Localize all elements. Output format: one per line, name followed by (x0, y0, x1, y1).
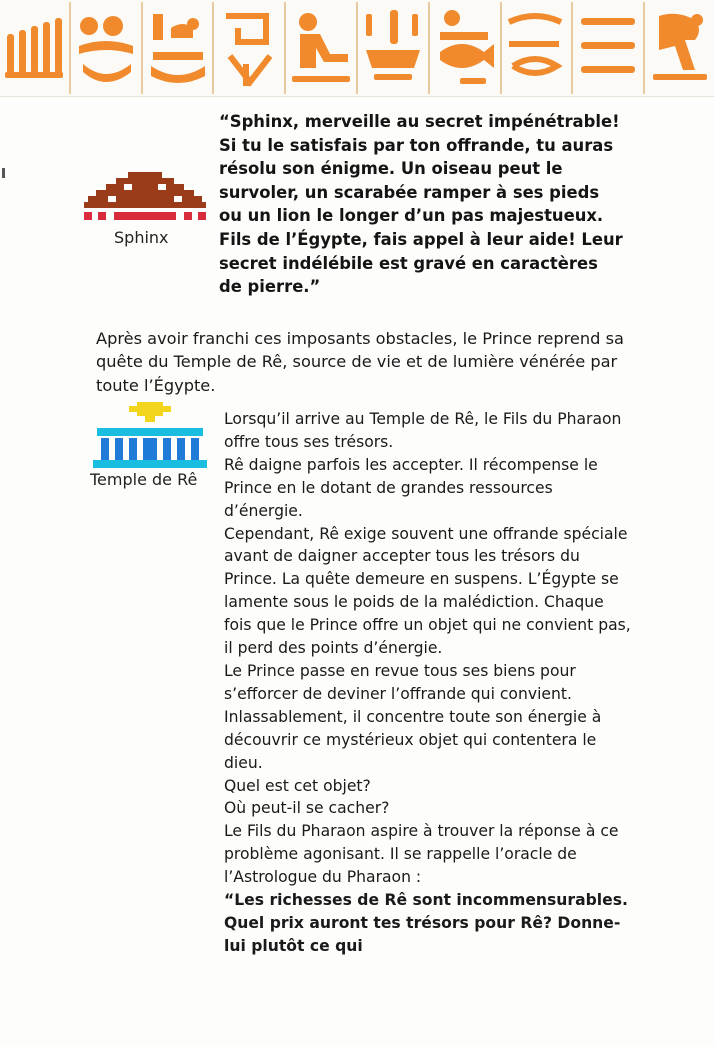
body-paragraph: Cependant, Rê exige souvent une offrande spéciale avant de daigner accepter tous les trésors du Prince. La quête demeure en suspens. L’Égypte se lamente sous le poids de la malédiction. Chaque fois que le Prince offre un objet qui ne convient pas, il perd des points d’énergie. (224, 524, 631, 658)
snake-glyph-icon (503, 4, 569, 92)
seated-figure-glyph-icon (288, 4, 354, 92)
shrine-glyph-icon (216, 4, 282, 92)
body-paragraph: Le Prince passe en revue tous ses biens pour s’efforcer de deviner l’offrande qui convient. Inlassablement, il concentre toute son énergie à découvrir ce mystérieux objet qui contentera le dieu. (224, 661, 602, 772)
sun-glyph-icon (360, 4, 426, 92)
body-paragraph: Le Fils du Pharaon aspire à trouver la réponse à ce problème agonisant. Il se rappelle l’oracle de l’Astrologue du Pharaon : (224, 822, 619, 887)
fish-glyph-icon (432, 4, 498, 92)
lines-glyph-icon (575, 4, 641, 92)
temple-body-text (224, 408, 632, 958)
sphinx-caption: Sphinx (114, 228, 169, 247)
temple-caption: Temple de Rê (90, 470, 198, 489)
body-paragraph: Où peut-il se cacher? (224, 799, 390, 818)
intro-paragraph: Après avoir franchi ces imposants obstacles, le Prince reprend sa quête du Temple de Rê, source de vie et de lumière vénérée par toute l’Égypte. (96, 329, 624, 395)
body-paragraph: Quel est cet objet? (224, 776, 371, 795)
face-glyph-icon (73, 4, 139, 92)
reed-lines-glyph-icon (1, 4, 67, 92)
sphinx-pixel-icon (84, 172, 206, 222)
body-paragraph: Rê daigne parfois les accepter. Il récompense le Prince en le dotant de grandes ressources d’énergie. (224, 455, 598, 520)
oracle-quote: “Les richesses de Rê sont incommensurables. Quel prix auront tes trésors pour Rê? Donne-lui plutôt ce qui (224, 891, 628, 955)
vulture-glyph-icon (647, 4, 713, 92)
hieroglyph-header (0, 0, 714, 97)
body-paragraph: Lorsqu’il arrive au Temple de Rê, le Fils du Pharaon offre tous ses trésors. (224, 410, 622, 451)
temple-pixel-icon (93, 402, 207, 468)
page-edge-mark (2, 168, 5, 178)
sphinx-quote: “Sphinx, merveille au secret impénétrable! Si tu le satisfais par ton offrande, tu auras résolu son énigme. Un oiseau peut le survoler, un scarabée ramper à ses pieds ou un lion le longer d’un pas majestueux. Fils de l’Égypte, fais appel à leur aide! Leur secret indélébile est gravé en caractères de pierre.” (219, 112, 623, 297)
basket-glyph-icon (145, 4, 211, 92)
